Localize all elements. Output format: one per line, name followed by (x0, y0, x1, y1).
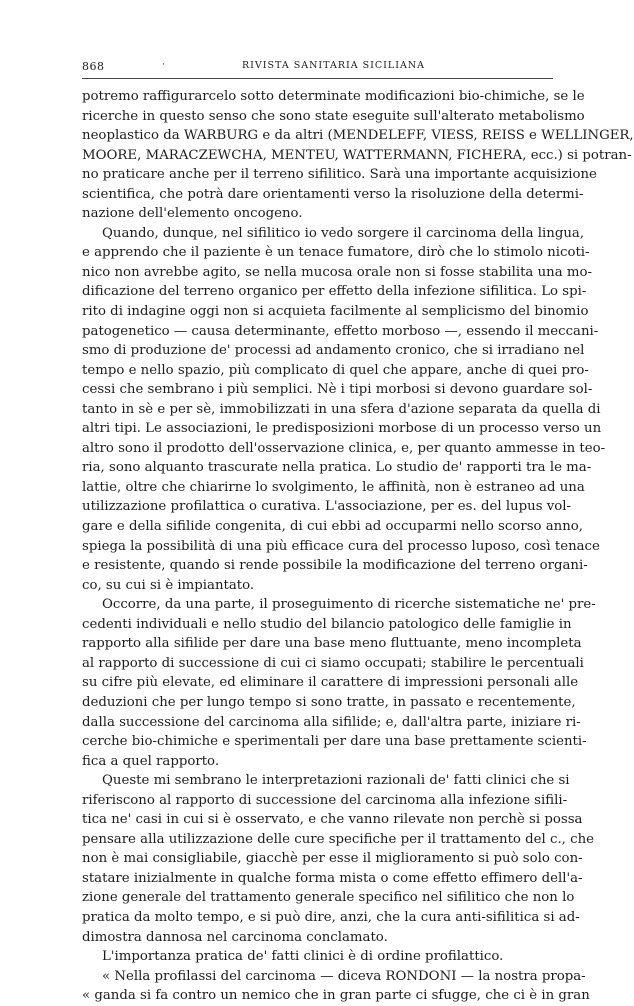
text-line: utilizzazione profilattica o curativa. L'associazione, per es. del lupus vol- (82, 499, 572, 515)
text-line: scientifica, che potrà dare orientamenti verso la risoluzione della determi- (82, 186, 584, 202)
text-line: gare e della sifilide congenita, di cui ebbi ad occuparmi nello scorso anno, (82, 519, 584, 535)
text-line: ria, sono alquanto trascurate nella pratica. Lo studio de' rapporti tra le ma- (82, 460, 592, 476)
text-line: dificazione del terreno organico per effetto della infezione sifilitica. Lo spi- (82, 284, 587, 300)
text-line: dalla successione del carcinoma alla sifilide; e, dall'altra parte, iniziare ri- (82, 714, 581, 730)
text-line: deduzioni che per lungo tempo si sono tratte, in passato e recentemente, (82, 694, 576, 710)
text-line: spiega la possibilità di una più efficace cura del processo luposo, così tenace (82, 538, 600, 554)
page-header (82, 60, 552, 74)
text-line: pensare alla utilizzazione delle cure specifiche per il trattamento del c., che (82, 831, 595, 847)
header-rule (82, 78, 553, 79)
text-line: su cifre più elevate, ed eliminare il carattere di impressioni personali alle (82, 675, 579, 691)
text-line: tica ne' casi in cui si è osservato, e che vanno rilevate non perchè si possa (82, 812, 583, 828)
text-line: tanto in sè e per sè, immobilizzati in una sfera d'azione separata da quella di (82, 401, 601, 417)
text-line: rito di indagine oggi non si acquieta facilmente al semplicismo del binomio (82, 304, 589, 320)
text-line: patogenetico — causa determinante, effetto morboso —, essendo il meccani- (82, 323, 599, 339)
text-line: co, su cui si è impiantato. (82, 577, 255, 593)
text-line: smo di produzione de' processi ad andamento cronico, che si irradiano nel (82, 343, 585, 359)
text-line: L'importanza pratica de' fatti clinici è di ordine profilattico. (102, 949, 504, 965)
text-line: rapporto alla sifilide per dare una base meno fluttuante, meno incompleta (82, 636, 582, 652)
text-line: altri tipi. Le associazioni, le predisposizioni morbose di un processo verso un (82, 421, 602, 437)
running-title: RIVISTA SANITARIA SICILIANA (242, 60, 425, 71)
text-line: neoplastico da WARBURG e da altri (MENDELEFF, VIESS, REISS e WELLINGER, (82, 128, 634, 144)
text-line: e resistente, quando si rende possibile la modificazione del terreno organi- (82, 558, 588, 574)
text-line: « ganda si fa contro un nemico che in gran parte ci sfugge, che ci è in gran (82, 988, 590, 1004)
text-line: cerche bio-chimiche e sperimentali per dare una base prettamente scienti- (82, 734, 587, 750)
text-line: non è mai consigliabile, giacchè per esse il miglioramento si può solo con- (82, 851, 583, 867)
text-line: tempo e nello spazio, più complicato di quel che appare, anche di quei pro- (82, 362, 589, 378)
page-number: 868 (82, 60, 105, 73)
text-line: dimostra dannosa nel carcinoma conclamato. (82, 929, 388, 945)
body-text (82, 87, 634, 1006)
text-line: ricerche in questo senso che sono state eseguite sull'alterato metabolismo (82, 108, 585, 124)
text-line: cedenti individuali e nello studio del bilancio patologico delle famiglie in (82, 616, 572, 632)
text-line: statare inizialmente in qualche forma mista o come effetto effimero dell'a- (82, 870, 583, 886)
text-line: nazione dell'elemento oncogeno. (82, 206, 303, 222)
text-line: no praticare anche per il terreno sifilitico. Sarà una importante acquisizione (82, 167, 597, 183)
text-line: pratica da molto tempo, e si può dire, anzi, che la cura anti-sifilitica si ad- (82, 909, 580, 925)
text-line: potremo raffigurarcelo sotto determinate modificazioni bio-chimiche, se le (82, 89, 585, 104)
text-line: e apprendo che il paziente è un tenace fumatore, dirò che lo stimolo nicoti- (82, 245, 590, 261)
text-line: Queste mi sembrano le interpretazioni razionali de' fatti clinici che si (102, 773, 570, 789)
text-line: fica a quel rapporto. (82, 753, 220, 769)
text-line: zione generale del trattamento generale specifico nel sifilitico che non lo (82, 890, 575, 906)
text-line: lattie, oltre che chiarirne lo svolgimento, le affinità, non è estraneo ad una (82, 479, 585, 495)
text-line: altro sono il prodotto dell'osservazione clinica, e, per quanto ammesse in teo- (82, 440, 606, 456)
text-line: MOORE, MARACZEWCHA, MENTEU, WATTERMANN, FICHERA, ecc.) si potran- (82, 147, 632, 163)
header-ornament: · (162, 60, 166, 70)
text-line: riferiscono al rapporto di successione del carcinoma alla infezione sifili- (82, 792, 568, 808)
text-line: nico non avrebbe agito, se nella mucosa orale non si fosse stabilita una mo- (82, 264, 592, 280)
text-line: Quando, dunque, nel sifilitico io vedo sorgere il carcinoma della lingua, (102, 225, 585, 241)
text-line: cessi che sembrano i più semplici. Nè i tipi morbosi si devono guardare sol- (82, 382, 593, 398)
text-line: « Nella profilassi del carcinoma — diceva RONDONI — la nostra propa- (102, 968, 586, 984)
text-line: Occorre, da una parte, il proseguimento di ricerche sistematiche ne' pre- (102, 597, 596, 613)
text-line: al rapporto di successione di cui ci siamo occupati; stabilire le percentuali (82, 655, 584, 671)
